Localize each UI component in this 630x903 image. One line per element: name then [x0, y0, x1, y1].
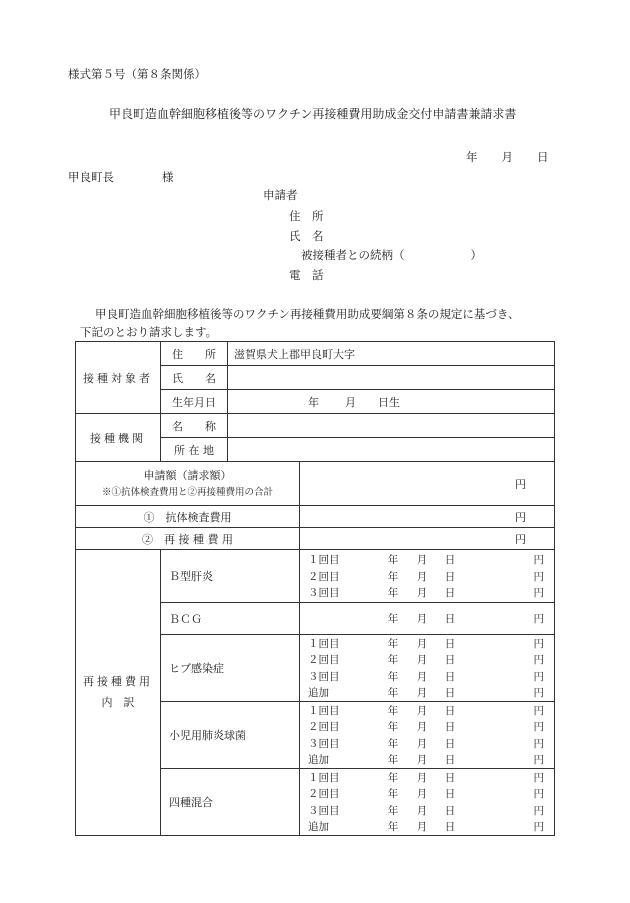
dose-year: 年: [387, 788, 399, 801]
dose-line[interactable]: [300, 752, 554, 769]
request-amount-label: [76, 462, 300, 506]
dose-yen: 円: [533, 670, 544, 683]
dose-month: 月: [416, 754, 428, 767]
dose-label: ２回目: [308, 654, 340, 667]
dose-year: 年: [387, 637, 399, 650]
dose-label: 追加: [308, 754, 329, 767]
vaccine-name: Ｂ型肝炎: [161, 550, 300, 603]
dose-line[interactable]: [300, 769, 554, 786]
addressee-honorific: 様: [162, 170, 174, 184]
dose-label: １回目: [308, 704, 340, 717]
dose-day: 日: [444, 788, 456, 801]
vaccine-doses[interactable]: [300, 702, 555, 769]
dose-yen: 円: [533, 754, 544, 767]
birth-day: 日生: [378, 395, 400, 409]
birth-value[interactable]: [228, 390, 555, 414]
dose-year: 年: [387, 737, 399, 750]
dose-line[interactable]: [300, 819, 554, 836]
date-line: [466, 149, 549, 165]
dose-yen: 円: [533, 804, 544, 817]
dose-month: 月: [416, 637, 428, 650]
dose-month: 月: [416, 704, 428, 717]
applicant-name-label: 氏 名: [289, 229, 324, 243]
dose-label: ２回目: [308, 570, 340, 583]
dose-day: 日: [444, 587, 456, 599]
dose-month: 月: [416, 804, 428, 817]
dose-month: 月: [416, 587, 428, 599]
dose-month: 月: [416, 821, 428, 834]
dose-year: 年: [387, 704, 399, 717]
dose-day: 日: [444, 721, 456, 734]
item1-label: ① 抗体検査費用: [76, 506, 300, 528]
dose-day: 日: [444, 704, 456, 717]
dose-yen: 円: [533, 637, 544, 650]
dose-day: 日: [444, 670, 456, 683]
date-month-label: 月: [501, 150, 513, 164]
dose-month: 月: [416, 613, 428, 625]
dose-year: 年: [387, 721, 399, 734]
dose-label: １回目: [308, 771, 340, 784]
dose-line[interactable]: [300, 568, 554, 585]
dose-year: 年: [387, 587, 399, 599]
dose-yen: 円: [533, 771, 544, 784]
breakdown-line2: 内 訳: [101, 695, 135, 709]
dose-label: ３回目: [308, 587, 340, 599]
page-title: 甲良町造血幹細胞移植後等のワクチン再接種費用助成金交付申請書兼請求書: [109, 107, 517, 121]
dose-yen: 円: [533, 704, 544, 717]
dose-year: 年: [387, 754, 399, 767]
address-value[interactable]: 滋賀県犬上郡甲良町大字: [228, 342, 555, 366]
dose-year: 年: [387, 570, 399, 583]
dose-label: ２回目: [308, 721, 340, 734]
request-table: [75, 341, 555, 836]
dose-line[interactable]: [300, 702, 554, 719]
addressee: [68, 169, 174, 185]
dose-day: 日: [444, 821, 456, 834]
dose-line[interactable]: [300, 635, 554, 652]
dose-yen: 円: [533, 587, 544, 599]
body-text-1: 甲良町造血幹細胞移植後等のワクチン再接種費用助成要綱第８条の規定に基づき、: [95, 307, 520, 321]
dose-month: 月: [416, 771, 428, 784]
dose-line[interactable]: [300, 551, 554, 568]
dose-yen: 円: [533, 554, 544, 566]
dose-label: 追加: [308, 821, 329, 834]
vaccine-doses[interactable]: [300, 550, 555, 603]
dose-label: １回目: [308, 637, 340, 650]
name-label: 氏 名: [161, 366, 228, 390]
dose-label: １回目: [308, 554, 340, 566]
inst-name-label: 名 称: [161, 414, 228, 438]
dose-day: 日: [444, 737, 456, 750]
birth-month: 月: [345, 395, 356, 409]
date-year-label: 年: [466, 150, 478, 164]
dose-yen: 円: [533, 654, 544, 667]
dose-label: ３回目: [308, 804, 340, 817]
item1-value[interactable]: 円: [300, 506, 555, 528]
dose-yen: 円: [533, 821, 544, 834]
request-label: 申請額（請求額）: [143, 469, 232, 483]
dose-month: 月: [416, 554, 428, 566]
relation-close: ）: [470, 248, 482, 262]
dose-line[interactable]: [300, 668, 554, 685]
dose-day: 日: [444, 637, 456, 650]
dose-day: 日: [444, 570, 456, 583]
vaccine-name: 小児用肺炎球菌: [161, 702, 300, 769]
address-label: 住 所: [161, 342, 228, 366]
dose-yen: 円: [533, 613, 544, 625]
vaccine-doses[interactable]: [300, 769, 555, 836]
dose-year: 年: [387, 821, 399, 834]
dose-month: 月: [416, 670, 428, 683]
dose-month: 月: [416, 788, 428, 801]
form-number: 様式第５号（第８条関係）: [68, 67, 206, 81]
dose-line[interactable]: [300, 610, 554, 627]
dose-month: 月: [416, 654, 428, 667]
relation-label: 被接種者との続柄（: [301, 248, 405, 262]
dose-line[interactable]: [300, 584, 554, 601]
item2-label: ② 再 接 種 費 用: [76, 528, 300, 550]
vaccine-doses[interactable]: [300, 635, 555, 702]
applicant-relation: [301, 247, 482, 263]
target-person-header: 接種対象者: [76, 342, 161, 414]
inst-name-value[interactable]: [228, 414, 555, 438]
applicant-heading: 申請者: [263, 188, 298, 202]
dose-month: 月: [416, 687, 428, 700]
birth-label: 生年月日: [161, 390, 228, 414]
dose-month: 月: [416, 737, 428, 750]
name-value[interactable]: [228, 366, 555, 390]
dose-label: ３回目: [308, 737, 340, 750]
dose-year: 年: [387, 670, 399, 683]
vaccine-name: 四種混合: [161, 769, 300, 836]
dose-day: 日: [444, 804, 456, 817]
dose-day: 日: [444, 754, 456, 767]
dose-line[interactable]: [300, 685, 554, 702]
dose-month: 月: [416, 570, 428, 583]
birth-year: 年: [308, 395, 319, 409]
dose-line[interactable]: [300, 735, 554, 752]
dose-year: 年: [387, 613, 399, 625]
dose-line[interactable]: [300, 802, 554, 819]
inst-loc-label: 所 在 地: [161, 438, 228, 462]
dose-day: 日: [444, 654, 456, 667]
dose-day: 日: [444, 554, 456, 566]
breakdown-header: [76, 550, 161, 836]
dose-yen: 円: [533, 721, 544, 734]
dose-day: 日: [444, 687, 456, 700]
vaccine-name: ヒブ感染症: [161, 635, 300, 702]
dose-year: 年: [387, 687, 399, 700]
dose-label: 追加: [308, 687, 329, 700]
request-amount-value[interactable]: 円: [300, 462, 555, 506]
dose-day: 日: [444, 771, 456, 784]
dose-label: ３回目: [308, 670, 340, 683]
vaccine-doses[interactable]: [300, 603, 555, 635]
dose-yen: 円: [533, 570, 544, 583]
applicant-phone-label: 電 話: [289, 268, 324, 282]
date-day-label: 日: [537, 150, 549, 164]
item2-value[interactable]: 円: [300, 528, 555, 550]
dose-month: 月: [416, 721, 428, 734]
breakdown-line1: 再接種費用: [83, 674, 153, 688]
dose-line[interactable]: [300, 652, 554, 669]
dose-year: 年: [387, 554, 399, 566]
institution-header: 接種機関: [76, 414, 161, 462]
applicant-address-label: 住 所: [289, 209, 324, 223]
dose-label: ２回目: [308, 788, 340, 801]
dose-day: 日: [444, 613, 456, 625]
dose-yen: 円: [533, 788, 544, 801]
dose-yen: 円: [533, 687, 544, 700]
dose-year: 年: [387, 804, 399, 817]
dose-yen: 円: [533, 737, 544, 750]
inst-loc-value[interactable]: [228, 438, 555, 462]
vaccine-name: ＢＣＧ: [161, 603, 300, 635]
dose-year: 年: [387, 771, 399, 784]
dose-line[interactable]: [300, 719, 554, 736]
dose-year: 年: [387, 654, 399, 667]
addressee-name: 甲良町長: [68, 170, 114, 184]
request-note: ※①抗体検査費用と②再接種費用の合計: [101, 486, 273, 498]
dose-line[interactable]: [300, 786, 554, 803]
body-text-2: 下記のとおり請求します。: [80, 325, 218, 339]
